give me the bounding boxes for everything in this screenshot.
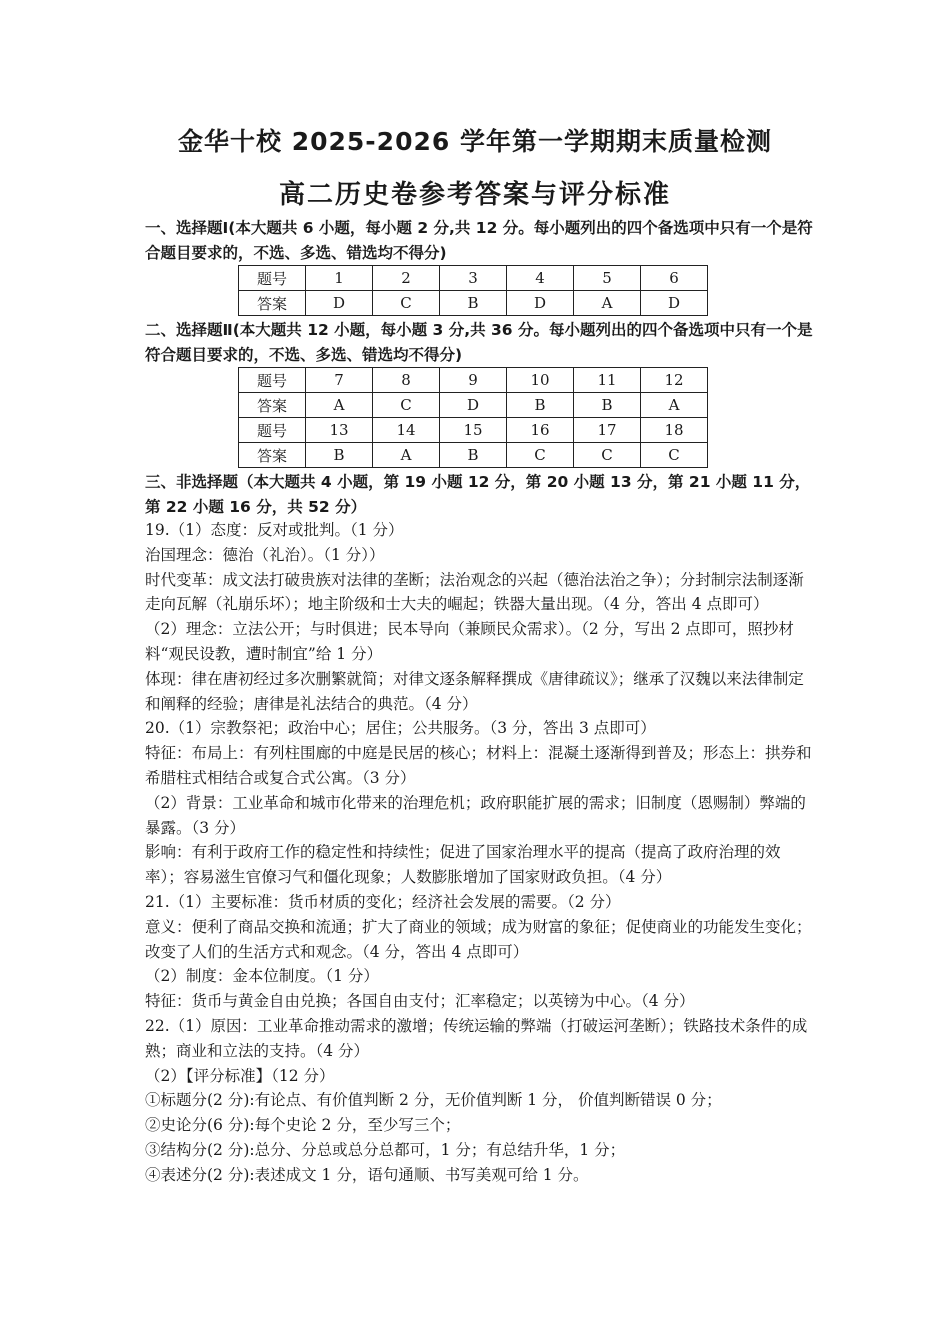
- answer-line: 19.（1）态度：反对或批判。（1 分）: [145, 521, 404, 539]
- table-cell: 13: [306, 418, 373, 443]
- table-cell: 12: [641, 368, 708, 393]
- table-cell: D: [507, 291, 574, 316]
- table-row: [239, 266, 708, 291]
- section-1-answer-table: [238, 265, 708, 316]
- answer-line: （2）制度：金本位制度。（1 分）: [145, 967, 379, 986]
- table-cell: 15: [440, 418, 507, 443]
- answer-line: 特征：货币与黄金自由兑换；各国自由支付；汇率稳定；以英镑为中心。（4 分）: [145, 992, 695, 1011]
- answer-line: 22.（1）原因：工业革命推动需求的激增；传统运输的弊端（打破运河垄断）；铁路技术条件的成熟；商业和立法的支持。（4 分）: [145, 1016, 808, 1060]
- answer-line: 21.（1）主要标准：货币材质的变化；经济社会发展的需要。（2 分）: [145, 892, 621, 911]
- table-cell: 14: [373, 418, 440, 443]
- table-cell: 1: [306, 266, 373, 291]
- table-cell: C: [373, 291, 440, 316]
- table-cell: 7: [306, 368, 373, 393]
- table-cell: 17: [574, 418, 641, 443]
- table-row: [239, 393, 708, 418]
- table-cell: 18: [641, 418, 708, 443]
- table-cell: C: [641, 443, 708, 468]
- section-3-heading: 三、非选择题（本大题共 4 小题，第 19 小题 12 分，第 20 小题 13 分，第 21 小题 11 分，第 22 小题 16 分，共 52 分）: [145, 473, 811, 516]
- table-cell: 9: [440, 368, 507, 393]
- table-cell: 5: [574, 266, 641, 291]
- table-row: [239, 368, 708, 393]
- table-cell: 2: [373, 266, 440, 291]
- table-cell: 答案: [239, 393, 306, 418]
- table-cell: 答案: [239, 291, 306, 316]
- table-row: [239, 291, 708, 316]
- document-title: 金华十校 2025-2026 学年第一学期期末质量检测: [178, 127, 772, 156]
- table-cell: B: [440, 443, 507, 468]
- table-cell: 3: [440, 266, 507, 291]
- table-cell: 16: [507, 418, 574, 443]
- table-cell: D: [306, 291, 373, 316]
- table-cell: 题号: [239, 368, 306, 393]
- table-cell: A: [306, 393, 373, 418]
- table-cell: A: [574, 291, 641, 316]
- table-cell: 答案: [239, 443, 306, 468]
- section-2-heading: 二、选择题Ⅱ(本大题共 12 小题，每小题 3 分,共 36 分。每小题列出的四个备选项中只有一个是符合题目要求的，不选、多选、错选均不得分): [145, 321, 813, 364]
- table-cell: 题号: [239, 418, 306, 443]
- table-cell: 8: [373, 368, 440, 393]
- document-subtitle: 高二历史卷参考答案与评分标准: [278, 180, 671, 210]
- answer-line: ④表述分(2 分):表述成文 1 分，语句通顺、书写美观可给 1 分。: [145, 1165, 589, 1184]
- table-cell: B: [507, 393, 574, 418]
- table-cell: B: [306, 443, 373, 468]
- answer-line: 特征：布局上：有列柱围廊的中庭是民居的核心；材料上：混凝土逐渐得到普及；形态上：拱券和希腊柱式相结合或复合式公寓。（3 分）: [145, 744, 812, 787]
- section-2-answer-table: [238, 367, 708, 468]
- table-cell: C: [373, 393, 440, 418]
- answer-line: 意义：便利了商品交换和流通；扩大了商业的领域；成为财富的象征；促使商业的功能发生变化；改变了人们的生活方式和观念。（4 分，答出 4 点即可）: [145, 917, 812, 961]
- table-cell: A: [373, 443, 440, 468]
- table-cell: D: [440, 393, 507, 418]
- section-1-heading: 一、选择题Ⅰ(本大题共 6 小题，每小题 2 分,共 12 分。每小题列出的四个备选项中只有一个是符合题目要求的，不选、多选、错选均不得分): [145, 219, 813, 262]
- answer-line: ③结构分(2 分):总分、分总或总分总都可，1 分；有总结升华，1 分；: [145, 1140, 626, 1159]
- table-cell: A: [641, 393, 708, 418]
- table-cell: 4: [507, 266, 574, 291]
- table-cell: 题号: [239, 266, 306, 291]
- table-cell: B: [440, 291, 507, 316]
- answer-line: （2）理念：立法公开；与时俱进；民本导向（兼顾民众需求）。（2 分，写出 2 点即可，照抄材料“观民设教，遭时制宜”给 1 分）: [145, 620, 794, 663]
- table-row: [239, 418, 708, 443]
- table-cell: 10: [507, 368, 574, 393]
- table-cell: B: [574, 393, 641, 418]
- answer-line: （2）背景：工业革命和城市化带来的治理危机；政府职能扩展的需求；旧制度（恩赐制）弊端的暴露。（3 分）: [145, 793, 806, 837]
- answer-line: 20.（1）宗教祭祀；政治中心；居住；公共服务。（3 分，答出 3 点即可）: [145, 719, 656, 738]
- answer-line: （2）【评分标准】（12 分）: [145, 1066, 335, 1085]
- table-cell: C: [574, 443, 641, 468]
- answer-line: 时代变革：成文法打破贵族对法律的垄断；法治观念的兴起（德治法治之争）；分封制宗法制逐渐走向瓦解（礼崩乐坏）；地主阶级和士大夫的崛起；铁器大量出现。（4 分，答出 4 点即可）: [145, 570, 804, 614]
- table-cell: C: [507, 443, 574, 468]
- answer-line: ②史论分(6 分):每个史论 2 分，至少写三个；: [145, 1116, 461, 1135]
- table-row: [239, 443, 708, 468]
- table-cell: 11: [574, 368, 641, 393]
- table-cell: 6: [641, 266, 708, 291]
- answer-line: 影响：有利于政府工作的稳定性和持续性；促进了国家治理水平的提高（提高了政府治理的效率）；容易滋生官僚习气和僵化现象；人数膨胀增加了国家财政负担。（4 分）: [145, 843, 781, 887]
- section-3-answers: [145, 518, 815, 1188]
- answer-line: ①标题分(2 分):有论点、有价值判断 2 分，无价值判断 1 分， 价值判断错误 0 分；: [145, 1091, 722, 1110]
- table-cell: D: [641, 291, 708, 316]
- answer-line: 体现：律在唐初经过多次删繁就简；对律文逐条解释撰成《唐律疏议》；继承了汉魏以来法律制定和阐释的经验；唐律是礼法结合的典范。（4 分）: [145, 669, 804, 713]
- answer-line: 治国理念：德治（礼治）。（1 分））: [145, 545, 385, 564]
